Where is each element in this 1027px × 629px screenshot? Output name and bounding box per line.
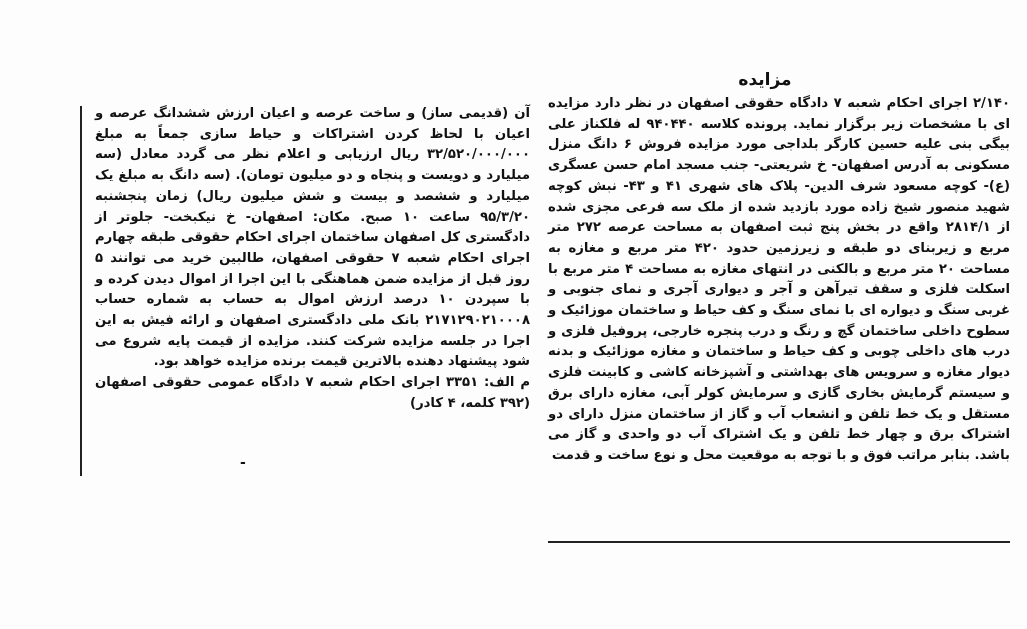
separator-dash: -: [240, 455, 246, 471]
left-column-text: آن (قدیمی ساز) و ساخت عرصه و اعیان ارزش ششدانگ عرصه و اعیان با لحاظ کردن اشتراکات و حیاط سازی جمعاً به مبلغ ۳۲/۵۲۰/۰۰۰/۰۰۰ ریال ارزیابی و اعلام نظر می گردد معادل (سه میلیارد و دویست و پنجاه و دو میلیون تومان). (سه دانگ به مبلغ یک میلیارد و ششصد و بیست و شش میلیون ریال) زمان پنجشنبه ۹۵/۳/۲۰ ساعت ۱۰ صبح. مکان: اصفهان- خ نیکبخت- جلوتر از دادگستری کل اصفهان ساختمان اجرای احکام حقوقی طبقه چهارم اجرای احکام شعبه ۷ حقوقی اصفهان، طالبین خرید می توانند ۵ روز قبل از مزایده ضمن هماهنگی با این اجرا از اموال دیدن کرده و با سپردن ۱۰ درصد ارزش اموال به حساب به شماره حساب ۲۱۷۱۲۹۰۲۱۰۰۰۸ بانک ملی دادگستری اصفهان و ارائه فیش به این اجرا در جلسه مزایده شرکت کنند. مزایده از قیمت پایه شروع می شود پیشنهاد دهنده بالاترین قیمت برنده مزایده خواهد بود.: [95, 106, 530, 370]
left-vertical-rule: [80, 106, 82, 476]
notice-right-column: [548, 94, 1010, 467]
right-column-text: ۲/۱۴۰ اجرای احکام شعبه ۷ دادگاه حقوقی اصفهان در نظر دارد مزایده ای با مشخصات زیر برگزار نماید. پرونده کلاسه ۹۴۰۴۴۰ له فلکناز علی بیگی بنی علیه حسین کارگر بلداجی مورد مزایده فروش ۶ دانگ منزل مسکونی به آدرس اصفهان- خ شریعتی- جنب مسجد امام حسن عسگری (ع)- کوچه مسعود شرف الدین- پلاک های شهری ۴۱ و ۴۳- نبش کوچه شهید منصور شیخ زاده مورد بازدید شده از ملک سه فرعی مجزی شده از ۲۸۱۴/۱ واقع در بخش پنج ثبت اصفهان به مساحت عرصه ۲۷۲ متر مربع و زیربنای دو طبقه و زیرزمین حدود ۴۲۰ متر مربع و مغازه به مساحت ۲۰ متر مربع و بالکنی در انتهای مغازه به مساحت ۴ متر مربع با اسکلت فلزی و سقف تیرآهن و آجر و دیواری آجری و نمای جنوبی و غربی سنگ و دیواره ای با نمای سنگ و کف حیاط و ساختمان موزائیک و سطوح داخلی ساختمان گچ و رنگ و درب پنجره خارجی، پروفیل فلزی و درب های داخلی چوبی و کف حیاط و ساختمان و مغازه موزائیک و بدنه دیوار مغازه و سرویس های بهداشتی و آشپزخانه کاشی و کابینت فلزی و سیستم گرمایش بخاری گازی و سرمایش کولر آبی، مغازه دارای برق مستقل و یک خط تلفن و انشعاب آب و گاز از ساختمان منزل دارای دو اشتراک برق و چهار خط تلفن و یک اشتراک آب دو واحدی و گاز می باشد. بنابر مراتب فوق و با توجه به موقعیت محل و نوع ساخت و قدمت: [548, 96, 1011, 463]
notice-footer: م الف: ۳۳۵۱ اجرای احکام شعبه ۷ دادگاه عمومی حقوقی اصفهان (۳۹۲ کلمه، ۴ کادر): [95, 375, 530, 411]
bottom-rule: [548, 541, 1010, 543]
notice-left-column: [95, 104, 530, 415]
notice-title: مزایده: [738, 70, 792, 90]
